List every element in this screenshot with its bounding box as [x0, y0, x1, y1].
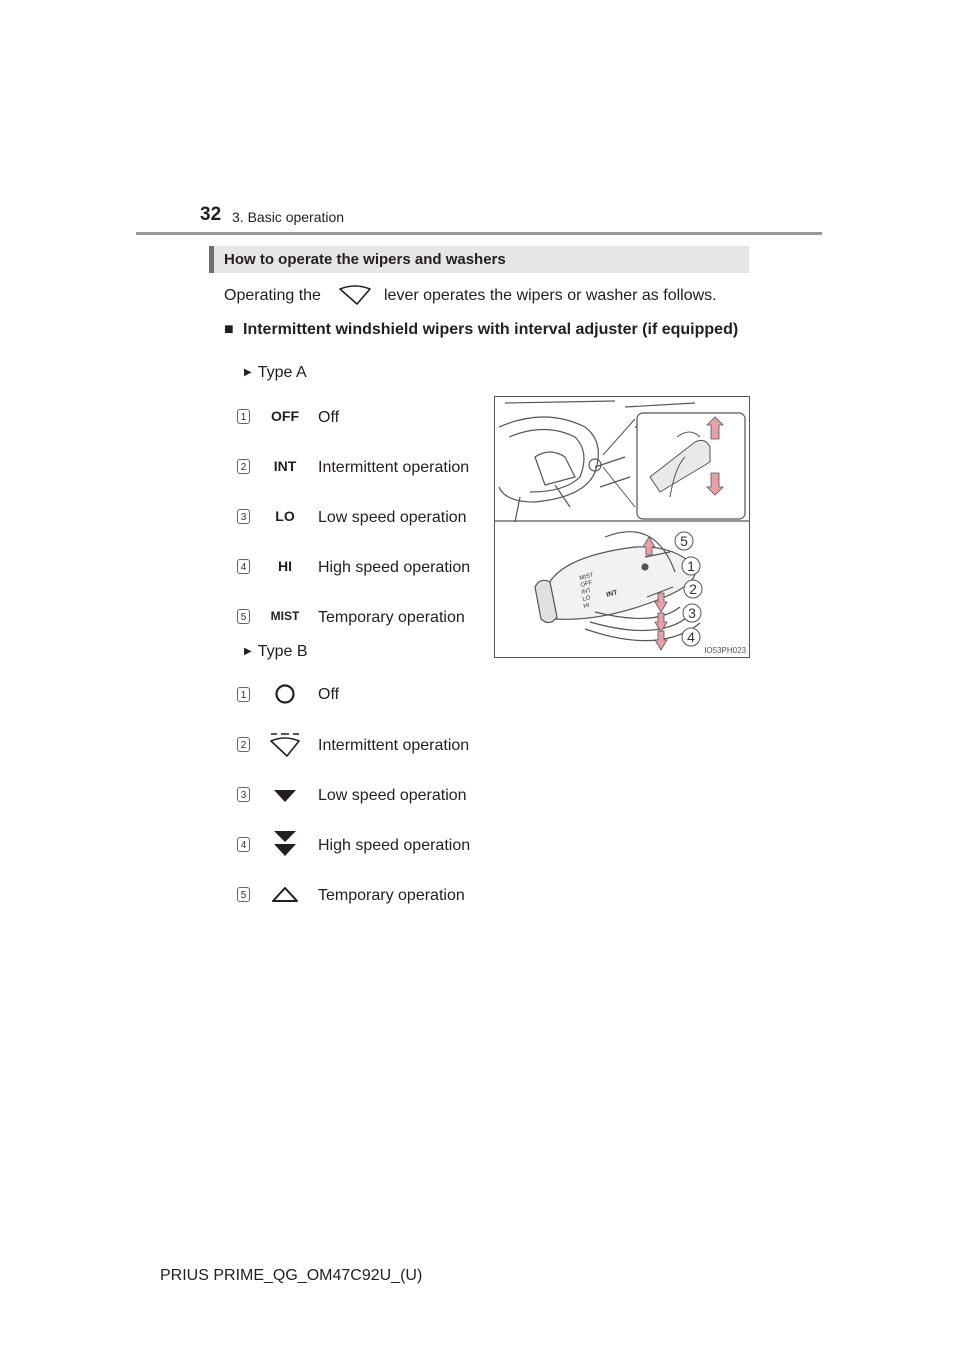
- off-symbol: OFF: [271, 408, 299, 424]
- hi-symbol: HI: [278, 558, 292, 574]
- circle-icon: [255, 682, 315, 706]
- wiper-intermittent-icon: [255, 730, 315, 760]
- type-a-num-4: 4: [237, 559, 250, 574]
- type-b-label: ▶ Type B: [244, 643, 308, 660]
- type-b-num-3: 3: [237, 787, 250, 802]
- type-b-label-5: Temporary operation: [318, 887, 465, 904]
- chapter-title: 3. Basic operation: [232, 209, 345, 225]
- lever-mark-int: INT: [580, 587, 592, 596]
- lever-mark-lo: LO: [581, 595, 592, 603]
- type-b-num-5: 5: [237, 887, 250, 902]
- type-a-num-5: 5: [237, 609, 250, 624]
- type-a-label-2: Intermittent operation: [318, 459, 470, 476]
- type-a-num-3: 3: [237, 509, 250, 524]
- callout-4: 4: [687, 629, 695, 645]
- footer-text: PRIUS PRIME_QG_OM47C92U_(U): [160, 1267, 423, 1284]
- type-a-num-2: 2: [237, 459, 250, 474]
- type-b-num-2: 2: [237, 737, 250, 752]
- wiper-lever-figure: [494, 396, 750, 658]
- mist-symbol: MIST: [270, 609, 300, 623]
- callout-3: 3: [688, 605, 696, 621]
- subheading: [224, 318, 748, 341]
- subheading-bullet: ■: [224, 321, 234, 338]
- callout-1: 1: [687, 558, 695, 574]
- lever-inset: [637, 413, 745, 519]
- subheading-text: Intermittent windshield wipers with interval adjuster (if equipped): [243, 321, 739, 338]
- lever-int-label: INT: [605, 589, 619, 599]
- type-b-num-1: 1: [237, 687, 250, 702]
- type-b-num-4: 4: [237, 837, 250, 852]
- lever-mark-hi: HI: [582, 602, 591, 610]
- intro-after: lever operates the wipers or washer as follows.: [384, 287, 717, 304]
- type-b-label-2: Intermittent operation: [318, 737, 470, 754]
- type-a-label-1: Off: [318, 409, 340, 426]
- section-title: How to operate the wipers and washers: [224, 251, 506, 268]
- single-down-triangle-icon: [255, 784, 315, 808]
- type-a-label-3: Low speed operation: [318, 509, 467, 526]
- lever-detail: [535, 532, 700, 641]
- int-symbol: INT: [273, 458, 297, 474]
- callout-2: 2: [689, 581, 697, 597]
- type-b-label-4: High speed operation: [318, 837, 471, 854]
- type-a-num-1: 1: [237, 409, 250, 424]
- lever-mark-off: OFF: [579, 580, 594, 589]
- up-triangle-outline-icon: [255, 882, 315, 906]
- lo-symbol: LO: [275, 508, 295, 524]
- double-down-triangle-icon: [255, 829, 315, 859]
- figure-code: IO53PH023: [704, 646, 746, 655]
- callout-5: 5: [680, 533, 688, 549]
- page-number: 32: [200, 204, 222, 225]
- type-a-label-5: Temporary operation: [318, 609, 465, 626]
- type-b-label-1: Off: [318, 686, 340, 703]
- type-a-label-4: High speed operation: [318, 559, 471, 576]
- lever-mark-mist: MIST: [578, 572, 595, 582]
- intro-before: Operating the: [224, 287, 321, 304]
- type-a-label: ▶ Type A: [244, 364, 307, 381]
- type-b-label-3: Low speed operation: [318, 787, 467, 804]
- wiper-icon: [337, 284, 373, 311]
- header-rule: [136, 232, 822, 235]
